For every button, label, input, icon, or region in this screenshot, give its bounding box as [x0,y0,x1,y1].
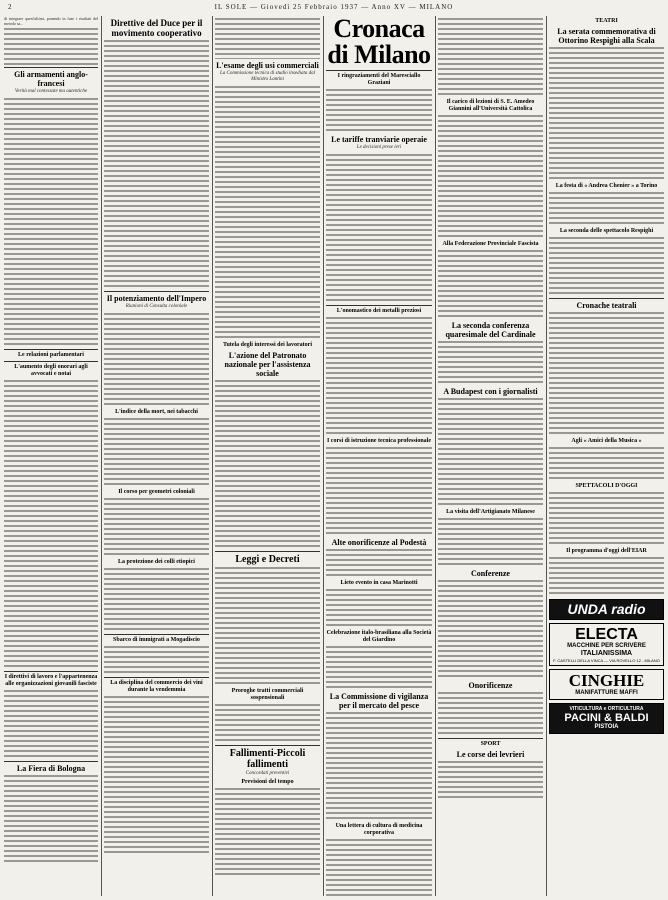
column-rule [212,16,213,896]
body-text [438,397,543,507]
body-text [4,27,98,65]
ad-cinghie-brand: CINGHIE [568,671,645,690]
headline: Le relazioni parlamentari [18,352,84,358]
headline: La serata commemorativa di Ottorino Respighi alla Scala [557,27,656,45]
headline: Sbarco di immigrati a Mogadiscio [113,637,200,643]
headline: Fallimenti-Piccoli fallimenti [229,748,306,770]
column-rule [546,16,547,896]
headline: Celebrazione italo-brasiliana alla Società del Giardino [326,630,432,643]
headline: Previsioni del tempo [241,779,294,785]
body-text [215,703,320,743]
headline: La disciplina del commercio dei vini durante la vendemmia [110,680,203,693]
body-text [549,556,664,596]
headline: Le corse dei levrieri [456,750,525,759]
body-text [438,17,543,97]
body-text [549,491,664,546]
body-text [549,191,664,226]
ad-electa-line: ITALIANISSIMA [580,650,633,657]
column-3 [215,16,320,896]
headline: L'indice della mort, nei tabacchi [115,409,198,415]
body-text [215,17,320,59]
lead-paragraph: di integrare quest'ultimi, ponendo in fuse i risultati del metodo sa... [4,16,98,26]
headline: Alla Federazione Provinciale Fascista [442,241,539,247]
headline: Il carico di lezioni di S. E. Amedeo Giannini all'Università Cattolica [446,99,535,112]
ad-electa [549,623,664,666]
body-text [326,446,432,536]
body-text [438,691,543,736]
body-text [104,312,209,407]
headline: Cronache teatrali [576,301,637,310]
headline: La visita dell'Artigianato Milanese [446,509,535,515]
headline: La Commissione di vigilanza per il mercato del pesce [329,692,429,710]
body-text [438,340,543,385]
column-5 [438,16,543,896]
body-text [4,379,98,669]
body-text [326,711,432,821]
headline: A Budapest con i giornalisti [443,387,538,396]
subheadline: Concordati preventivi [245,771,290,776]
headline: Gli armamenti anglo-francesi [14,70,88,88]
body-text [326,645,432,690]
headline: Il corso per geometri coloniali [118,489,195,495]
ad-pacini-brand: PACINI & BALDI [564,712,649,724]
body-text [104,39,209,289]
headline: Lieto evento in casa Marinotti [340,580,418,586]
headline: Tutela degli interessi dei lavoratori [223,342,312,348]
body-text [326,588,432,628]
section-label: TEATRI [595,18,618,24]
body-text [4,97,98,347]
body-text [104,567,209,632]
column-2 [104,16,209,896]
headline: Leggi e Decreti [235,554,300,565]
ad-cinghie [549,669,664,700]
headline: L'aumento degli onorari agli avvocati e notai [14,364,88,377]
body-text [438,517,543,567]
headline: La seconda conferenza quaresimale del Cardinale [445,321,536,339]
headline: L'esame degli usi commerciali [216,61,319,70]
page-number: 2 [8,3,13,11]
subheadline: La Commissione tecnica di studio insediata dal Ministro Lantini [220,71,315,82]
headline: Il potenziamento dell'Impero [106,294,207,303]
ad-electa-brand: ELECTA [575,626,638,643]
column-4 [326,16,432,896]
headline: Le tariffe tranviarie operaie [331,135,427,144]
headline: Onorificenze [468,681,513,690]
headline: Proroghe tratti commerciali sospensionali [231,688,304,701]
body-text [438,760,543,800]
column-rule [101,16,102,896]
ad-pacini-line: VITICULTURA e ORTICULTURA [569,706,644,712]
ad-electa-address: F. CASTELLI DELLA VINCA — VIA ROVELLO 12 - MILANO [553,658,660,663]
section-masthead: Cronaca di Milano [327,16,431,69]
headline: SPETTACOLI D'OGGI [575,483,638,489]
body-text [549,236,664,296]
headline: Conferenze [471,569,510,578]
body-text [326,548,432,578]
column-6 [549,16,664,896]
folio-line: IL SOLE — Giovedì 25 Febbraio 1937 — Anno XV — MILANO [214,3,454,11]
ad-electa-line: MACCHINE PER SCRIVERE [567,643,646,649]
ad-cinghie-sub: MANIFATTURE MAFFI [575,690,638,696]
headline: Direttive del Duce per il movimento cooperativo [110,18,203,38]
column-rule [323,16,324,896]
headline: Agli « Amici della Musica » [571,438,642,444]
body-text [215,85,320,340]
headline: La Fiera di Bologna [16,764,86,773]
subheadline: Riunioni di Consulta coloniale [125,304,188,309]
body-text [104,645,209,675]
body-text [215,787,320,877]
headline: I ringraziamenti del Maresciallo Graziani [337,73,421,86]
body-text [104,695,209,855]
body-text [215,566,320,686]
headline: Alte onorificenze al Podestà [331,538,427,547]
body-text [4,774,98,864]
headline: Una lettera di cultura di medicina corporativa [335,823,423,836]
body-text [326,153,432,303]
headline: I direttivi di lavoro e l'appartenenza alle organizzazioni giovanili fasciste [4,674,98,687]
section-label: SPORT [480,741,501,747]
body-text [215,379,320,549]
headline: L'onomastico dei metalli preziosi [336,308,422,314]
ad-unda-radio: UNDA radio [549,599,664,620]
headline: Il programma d'oggi dell'EIAR [566,548,647,554]
body-text [326,88,432,133]
body-text [438,579,543,679]
headline: I corsi di istruzione tecnica professionale [326,438,432,444]
ad-pacini-baldi [549,703,664,734]
body-text [326,316,432,436]
headline: La protezione dei colli etiopici [118,559,195,565]
body-text [549,311,664,436]
subheadline: Verità mal contessate ma autentiche [14,89,88,94]
body-text [326,838,432,896]
folio [8,3,660,15]
ad-pacini-city: PISTOIA [594,724,619,730]
body-text [549,46,664,181]
column-1 [4,16,98,896]
body-text [438,249,543,319]
body-text [104,497,209,557]
body-text [438,114,543,239]
subheadline: Le decisioni prese ieri [356,145,402,150]
body-text [4,689,98,759]
body-text [104,417,209,487]
headline: La seconda delle spettacolo Respighi [559,228,654,234]
headline: L'azione del Patronato nazionale per l'assistenza sociale [224,351,311,378]
headline: La festa di « Andrea Chenier » a Torino [555,183,658,189]
column-rule [435,16,436,896]
body-text [549,446,664,481]
